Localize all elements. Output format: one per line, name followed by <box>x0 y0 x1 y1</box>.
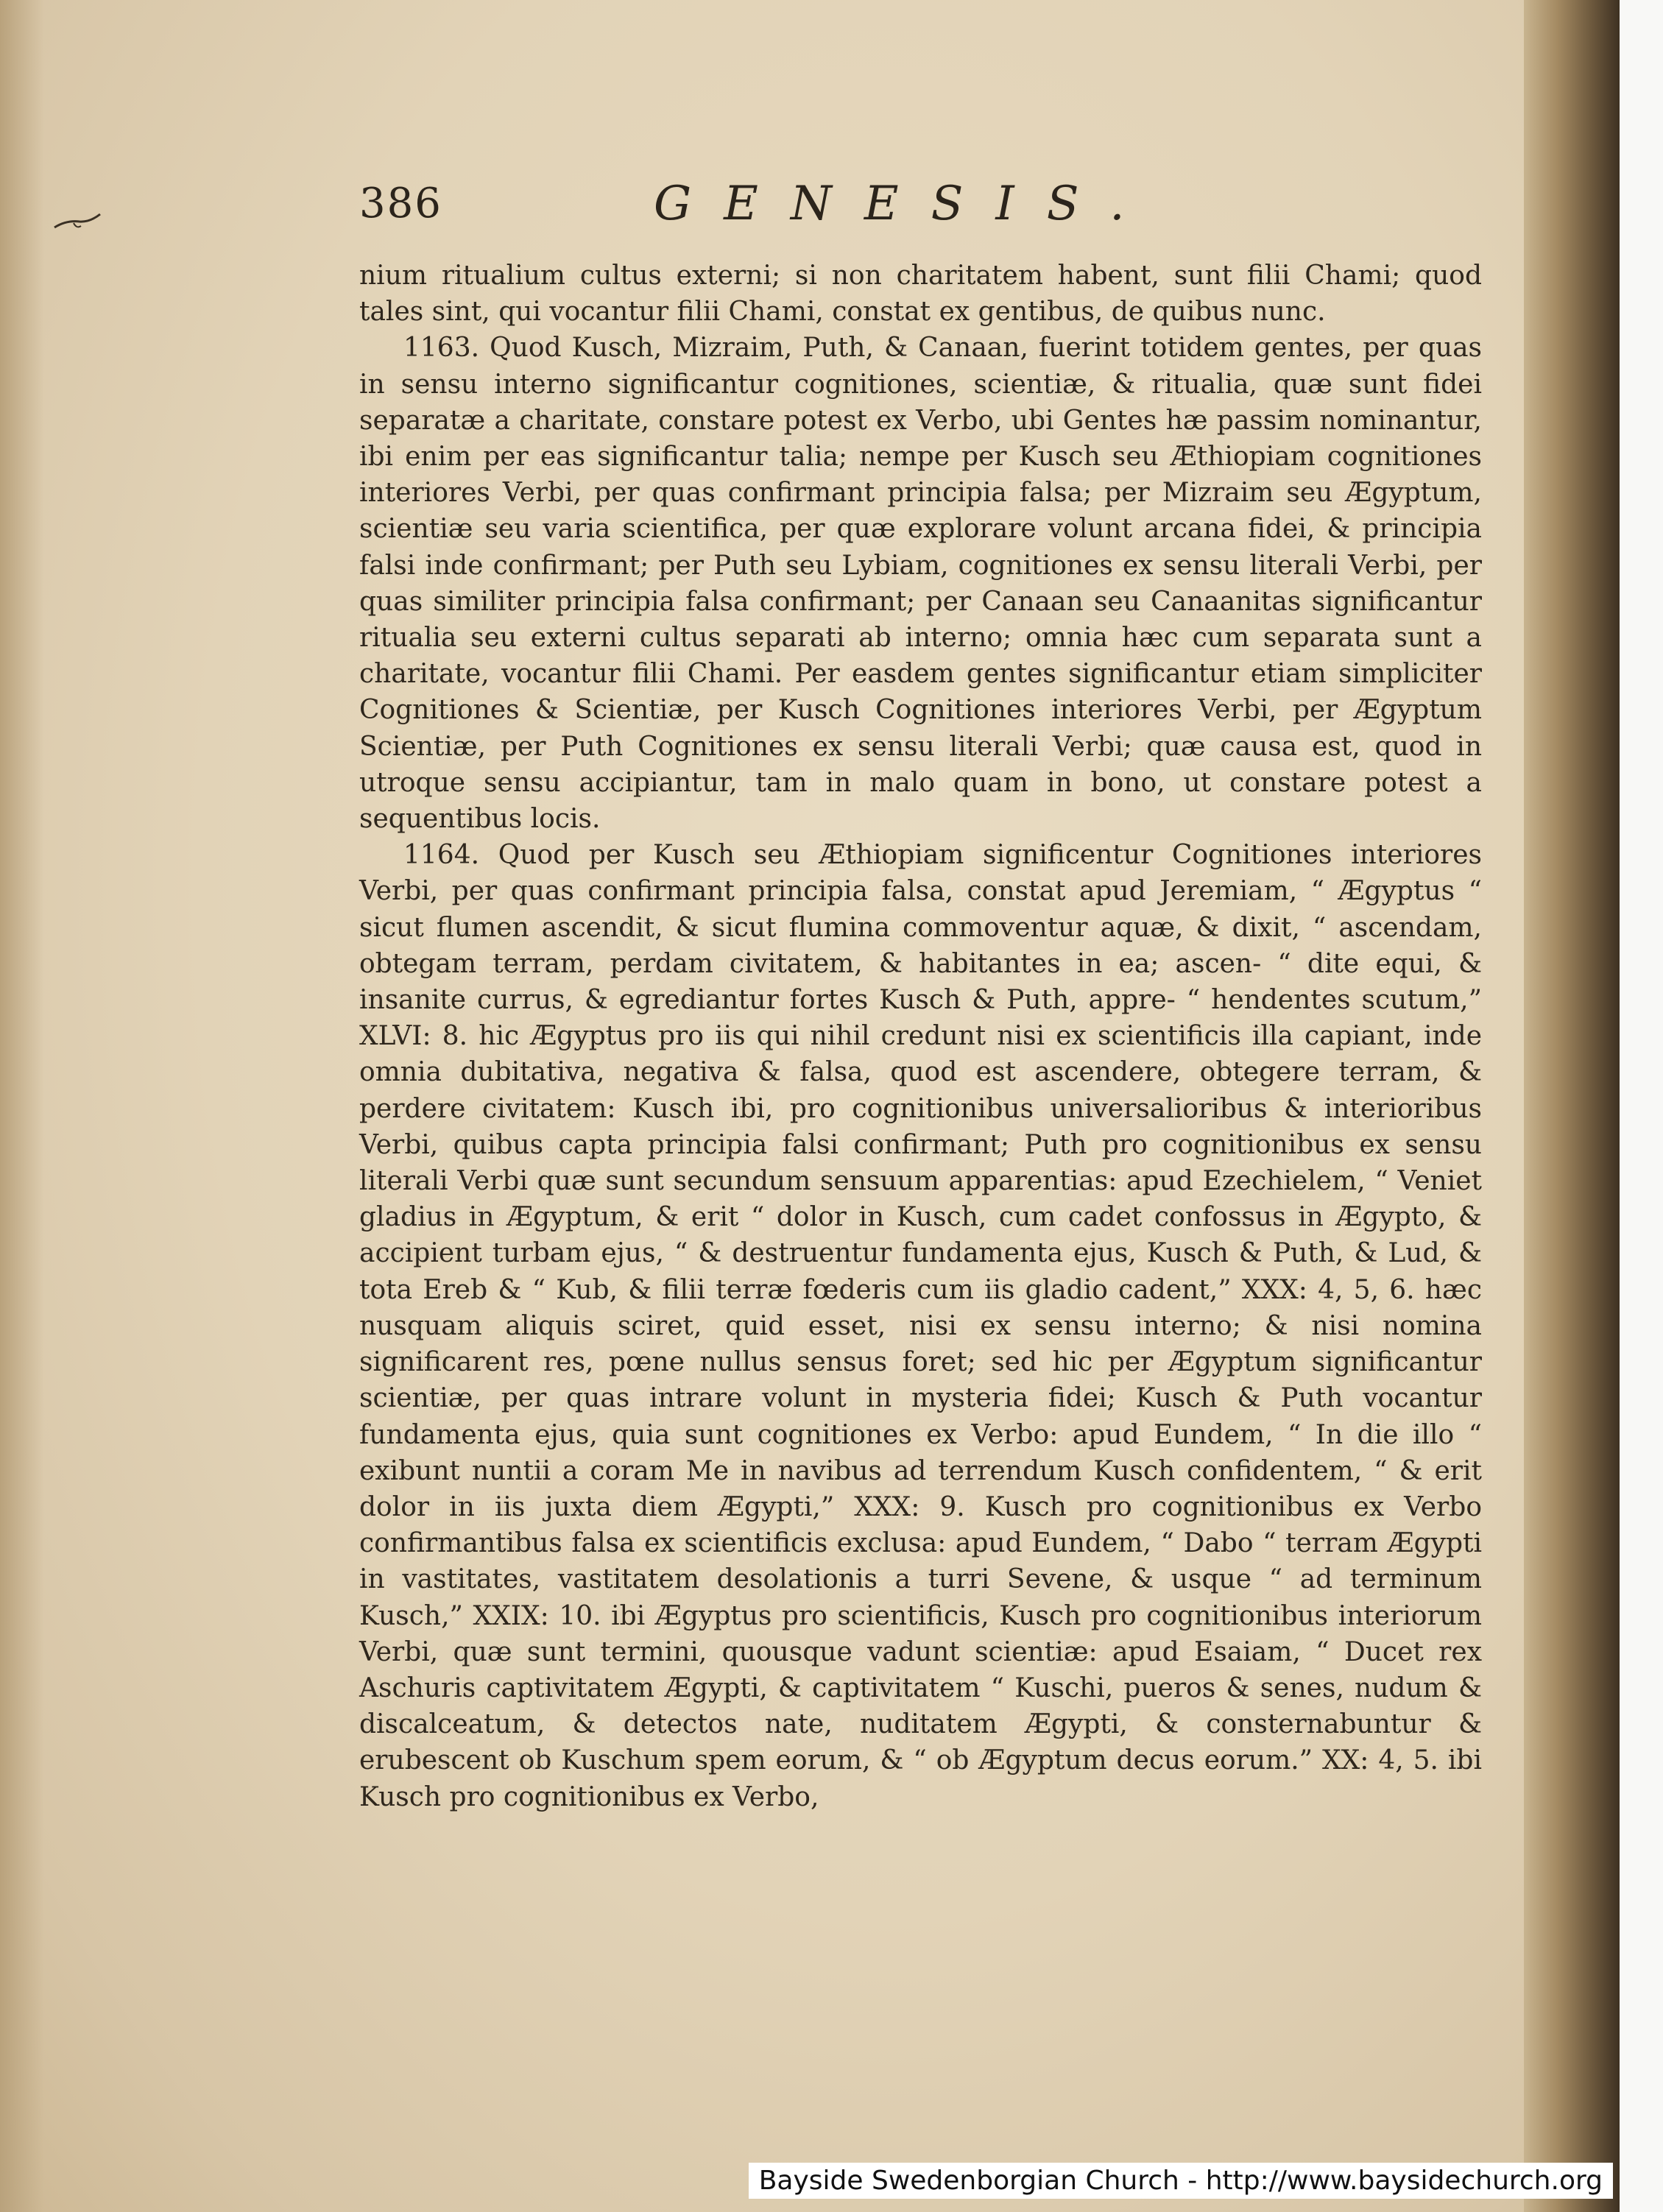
paragraph-1163: 1163. Quod Kusch, Mizraim, Puth, & Canaan, fuerint totidem gentes, per quas in sensu interno significantur cognitiones, scientiæ, & ritualia, quæ sunt fidei separatæ a charitate, constare potest ex Verbo, ubi Gentes hæ passim nominantur, ibi enim per eas significantur talia; nempe per Kusch seu Æthiopiam cognitiones interiores Verbi, per quas confirmant principia falsa; per Mizraim seu Ægyptum, scientiæ seu varia scientifica, per quæ explorare volunt arcana fidei, & principia falsi inde confirmant; per Puth seu Lybiam, cognitiones ex sensu literali Verbi, per quas similiter principia falsa confirmant; per Canaan seu Canaanitas significantur ritualia seu externi cultus separati ab interno; omnia hæc cum separata sunt a charitate, vocantur filii Chami. Per easdem gentes significantur etiam simpliciter Cognitiones & Scientiæ, per Kusch Cognitiones interiores Verbi, per Ægyptum Scientiæ, per Puth Cognitiones ex sensu literali Verbi; quæ causa est, quod in utroque sensu accipiantur, tam in malo quam in bono, ut constare potest a sequentibus locis. <box>359 333 1482 835</box>
watermark-caption: Bayside Swedenborgian Church - http://www.baysidechurch.org <box>749 2163 1613 2199</box>
ink-mark <box>52 210 103 232</box>
body-text <box>359 258 1482 1815</box>
paragraph-continuation: nium ritualium cultus externi; si non charitatem habent, sunt filii Chami; quod tales sint, qui vocantur filii Chami, constat ex gentibus, de quibus nunc. <box>359 261 1482 328</box>
page-header <box>359 177 1493 250</box>
scan-edge <box>1620 0 1663 2212</box>
paragraph-1164: 1164. Quod per Kusch seu Æthiopiam significentur Cognitiones interiores Verbi, per quas confirmant principia falsa, constat apud Jeremiam, “ Ægyptus “ sicut flumen ascendit, & sicut flumina commoventur aquæ, & dixit, “ ascendam, obtegam terram, perdam civitatem, & habitantes in ea; ascen- “ dite equi, & insanite currus, & egrediantur fortes Kusch & Puth, appre- “ hendentes scutum,” XLVI: 8. hic Ægyptus pro iis qui nihil credunt nisi ex scientificis illa capiant, inde omnia dubitativa, negativa & falsa, quod est ascendere, obtegere terram, & perdere civitatem: Kusch ibi, pro cognitionibus universalioribus & interioribus Verbi, quibus capta principia falsi confirmant; Puth pro cognitionibus ex sensu literali Verbi quæ sunt secundum sensuum apparentias: apud Ezechielem, “ Veniet gladius in Ægyptum, & erit “ dolor in Kusch, cum cadet confossus in Ægypto, & accipient turbam ejus, “ & destruentur fundamenta ejus, Kusch & Puth, & Lud, & tota Ereb & “ Kub, & filii terræ fœderis cum iis gladio cadent,” XXX: 4, 5, 6. hæc nusquam aliquis sciret, quid esset, nisi ex sensu interno; & nisi nomina significarent res, pœne nullus sensus foret; sed hic per Ægyptum significantur scientiæ, per quas intrare volunt in mysteria fidei; Kusch & Puth vocantur fundamenta ejus, quia sunt cognitiones ex Verbo: apud Eundem, “ In die illo “ exibunt nuntii a coram Me in navibus ad terrendum Kusch confidentem, “ & erit dolor in iis juxta diem Ægypti,” XXX: 9. Kusch pro cognitionibus ex Verbo confirmantibus falsa ex scientificis exclusa: apud Eundem, “ Dabo “ terram Ægypti in vastitates, vastitatem desolationis a turri Sevene, & usque “ ad terminum Kusch,” XXIX: 10. ibi Ægyptus pro scientificis, Kusch pro cognitionibus interiorum Verbi, quæ sunt termini, quousque vadunt scientiæ: apud Esaiam, “ Ducet rex Aschuris captivitatem Ægypti, & captivitatem “ Kuschi, pueros & senes, nudum & discalceatum, & detectos nate, nuditatem Ægypti, & consternabuntur & erubescent ob Kuschum spem eorum, & “ ob Ægyptum decus eorum.” XX: 4, 5. ibi Kusch pro cognitionibus ex Verbo, <box>359 840 1482 1812</box>
page-number: 386 <box>359 180 442 227</box>
book-gutter-shadow <box>1524 0 1620 2212</box>
running-title: GENESIS. <box>654 177 1157 231</box>
